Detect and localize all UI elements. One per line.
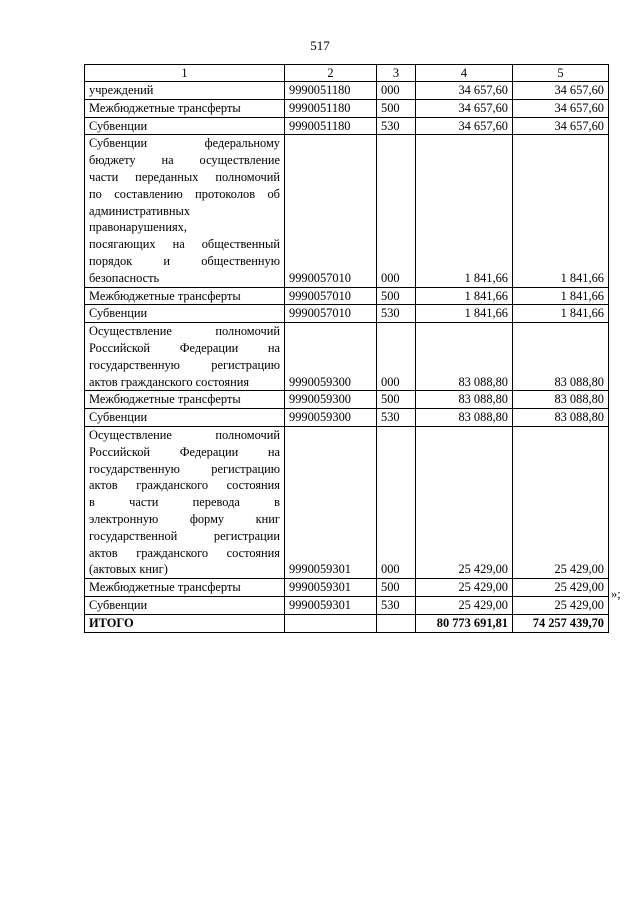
row-name-line: Осуществление полномочий xyxy=(89,427,280,442)
total-code xyxy=(285,614,377,632)
column-header-3: 3 xyxy=(377,65,416,82)
row-name-line: по составлению протоколов об xyxy=(89,186,280,201)
row-code: 9990051180 xyxy=(285,99,377,117)
row-type: 000 xyxy=(377,82,416,100)
row-name xyxy=(85,135,285,287)
row-value-4: 34 657,60 xyxy=(416,82,513,100)
row-value-5: 1 841,66 xyxy=(513,135,609,287)
column-header-1: 1 xyxy=(85,65,285,82)
row-name-line: учреждений xyxy=(89,83,154,97)
total-label: ИТОГО xyxy=(85,614,285,632)
row-name-line: Межбюджетные трансферты xyxy=(89,580,241,595)
table-row xyxy=(85,305,609,323)
row-name-line: Субвенции федеральному xyxy=(89,136,280,151)
row-value-4: 1 841,66 xyxy=(416,287,513,305)
row-name xyxy=(85,409,285,427)
page-number: 517 xyxy=(310,38,330,53)
row-value-4: 83 088,80 xyxy=(416,323,513,391)
row-name-line: Субвенции xyxy=(89,118,148,133)
row-name-line: Субвенции xyxy=(89,410,148,425)
row-value-5: 83 088,80 xyxy=(513,391,609,409)
total-row xyxy=(85,614,609,632)
row-code: 9990059301 xyxy=(285,426,377,578)
table-row xyxy=(85,391,609,409)
row-code: 9990059300 xyxy=(285,323,377,391)
row-value-5: 25 429,00 xyxy=(513,426,609,578)
row-value-5: 25 429,00 xyxy=(513,579,609,597)
row-name-line: государственной регистрации xyxy=(89,528,280,543)
row-type: 000 xyxy=(377,135,416,287)
total-type xyxy=(377,614,416,632)
table-row xyxy=(85,117,609,135)
row-name-line: Осуществление полномочий xyxy=(89,324,280,339)
row-name xyxy=(85,391,285,409)
row-value-4: 83 088,80 xyxy=(416,409,513,427)
row-value-4: 1 841,66 xyxy=(416,305,513,323)
row-name-line: Российской Федерации на xyxy=(89,444,280,459)
row-code: 9990051180 xyxy=(285,82,377,100)
row-value-5: 1 841,66 xyxy=(513,305,609,323)
row-value-5: 34 657,60 xyxy=(513,99,609,117)
row-name-line: Субвенции xyxy=(89,597,148,612)
row-type: 000 xyxy=(377,426,416,578)
row-type: 530 xyxy=(377,596,416,614)
row-value-5: 83 088,80 xyxy=(513,409,609,427)
table-row xyxy=(85,409,609,427)
row-name xyxy=(85,117,285,135)
table-row xyxy=(85,99,609,117)
row-type: 500 xyxy=(377,99,416,117)
row-name-line: актов гражданского состояния xyxy=(89,545,280,560)
table-row xyxy=(85,135,609,287)
table-header-row xyxy=(85,65,609,82)
row-code: 9990059301 xyxy=(285,579,377,597)
row-name xyxy=(85,426,285,578)
row-name-line: актов гражданского состояния xyxy=(89,374,250,389)
column-header-2: 2 xyxy=(285,65,377,82)
row-name-line: Межбюджетные трансферты xyxy=(89,288,241,303)
row-name-line: электронную форму книг xyxy=(89,511,280,526)
row-name-line: части переданных полномочий xyxy=(89,169,280,184)
table-row xyxy=(85,426,609,578)
row-code: 9990059300 xyxy=(285,409,377,427)
table-row xyxy=(85,323,609,391)
row-value-4: 25 429,00 xyxy=(416,579,513,597)
row-value-4: 1 841,66 xyxy=(416,135,513,287)
row-value-4: 34 657,60 xyxy=(416,117,513,135)
row-name xyxy=(85,99,285,117)
row-name-line: бюджету на осуществление xyxy=(89,153,280,168)
row-name-line: Межбюджетные трансферты xyxy=(89,100,241,115)
row-type: 530 xyxy=(377,409,416,427)
column-header-5: 5 xyxy=(513,65,609,82)
row-value-4: 83 088,80 xyxy=(416,391,513,409)
row-name-line: Субвенции xyxy=(89,306,148,321)
row-code: 9990051180 xyxy=(285,117,377,135)
row-value-5: 34 657,60 xyxy=(513,82,609,100)
table-row xyxy=(85,287,609,305)
row-value-4: 34 657,60 xyxy=(416,99,513,117)
row-name xyxy=(85,287,285,305)
budget-table xyxy=(84,64,609,633)
row-code: 9990059301 xyxy=(285,596,377,614)
closing-quote-mark: »; xyxy=(611,587,621,601)
row-code: 9990057010 xyxy=(285,135,377,287)
table-body xyxy=(85,82,609,615)
table-row xyxy=(85,596,609,614)
row-name-line: государственную регистрацию xyxy=(89,357,280,372)
total-value-4: 80 773 691,81 xyxy=(416,614,513,632)
row-type: 500 xyxy=(377,579,416,597)
row-type: 500 xyxy=(377,391,416,409)
total-value-5: 74 257 439,70 xyxy=(513,614,609,632)
row-type: 500 xyxy=(377,287,416,305)
row-name-line: в части перевода в xyxy=(89,495,280,510)
row-name xyxy=(85,596,285,614)
row-value-5: 34 657,60 xyxy=(513,117,609,135)
row-code: 9990057010 xyxy=(285,305,377,323)
row-value-5: 1 841,66 xyxy=(513,287,609,305)
row-value-5: 83 088,80 xyxy=(513,323,609,391)
row-value-5: 25 429,00 xyxy=(513,596,609,614)
row-name-line: Межбюджетные трансферты xyxy=(89,392,241,407)
row-code: 9990057010 xyxy=(285,287,377,305)
row-type: 000 xyxy=(377,323,416,391)
row-name-line: актов гражданского состояния xyxy=(89,478,280,493)
table-row xyxy=(85,82,609,100)
row-value-4: 25 429,00 xyxy=(416,426,513,578)
row-name-line: (актовых книг) xyxy=(89,562,168,577)
table-row xyxy=(85,579,609,597)
row-name-line: административных xyxy=(89,203,191,218)
row-type: 530 xyxy=(377,117,416,135)
row-name-line: Российской Федерации на xyxy=(89,340,280,355)
row-name-line: порядок и общественную xyxy=(89,253,280,268)
row-name xyxy=(85,82,285,100)
row-name-line: правонарушениях, xyxy=(89,220,187,235)
row-name-line: государственную регистрацию xyxy=(89,461,280,476)
row-code: 9990059300 xyxy=(285,391,377,409)
row-name xyxy=(85,305,285,323)
column-header-4: 4 xyxy=(416,65,513,82)
row-name xyxy=(85,323,285,391)
row-name xyxy=(85,579,285,597)
row-type: 530 xyxy=(377,305,416,323)
row-value-4: 25 429,00 xyxy=(416,596,513,614)
row-name-line: посягающих на общественный xyxy=(89,237,280,252)
row-name-line: безопасность xyxy=(89,270,160,285)
